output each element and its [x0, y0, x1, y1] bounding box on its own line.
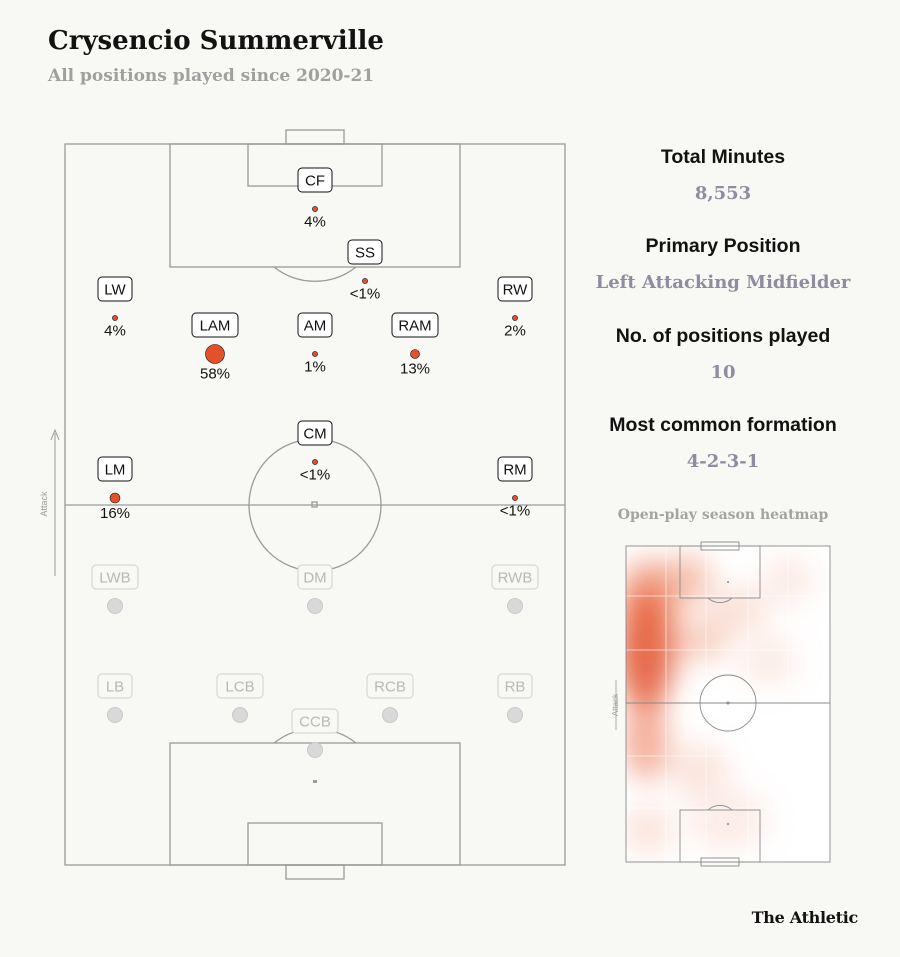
position-marker — [233, 708, 248, 723]
page-subtitle: All positions played since 2020-21 — [48, 66, 375, 86]
position-lam — [192, 313, 238, 383]
position-marker — [312, 351, 317, 356]
position-code: LM — [104, 461, 126, 479]
position-marker — [512, 495, 517, 500]
position-share: <1% — [499, 502, 531, 520]
heatmap-title: Open-play season heatmap — [617, 507, 829, 523]
position-lwb — [92, 565, 138, 614]
position-marker — [308, 599, 323, 614]
position-rm — [498, 457, 532, 520]
page-title: Crysencio Summerville — [48, 26, 384, 56]
position-code: AM — [303, 317, 327, 335]
position-marker — [312, 459, 317, 464]
position-dm — [298, 565, 332, 614]
positions-played-label: No. of positions played — [615, 325, 831, 347]
primary-position-value: Left Attacking Midfielder — [595, 272, 851, 293]
position-marker — [112, 315, 117, 320]
attack-arrow — [39, 430, 59, 576]
position-marker — [206, 345, 225, 364]
formation-stat — [583, 414, 863, 472]
position-code: SS — [354, 244, 376, 262]
positions-played-value: 10 — [710, 362, 736, 383]
position-ram — [392, 313, 438, 377]
position-share: <1% — [349, 285, 381, 303]
total-minutes-label: Total Minutes — [660, 146, 786, 168]
formation-value: 4-2-3-1 — [686, 451, 760, 472]
primary-position-label: Primary Position — [645, 235, 801, 257]
position-rb — [498, 674, 532, 723]
position-code: DM — [303, 569, 327, 587]
position-code: LWB — [99, 569, 131, 587]
position-marker — [512, 315, 517, 320]
position-code: RCB — [374, 678, 406, 696]
position-marker — [110, 493, 120, 503]
position-code: RM — [503, 461, 527, 479]
position-code: LCB — [225, 678, 255, 696]
primary-position-stat — [583, 235, 863, 293]
position-share: 1% — [304, 358, 326, 376]
position-code: RW — [502, 281, 528, 299]
position-code: CM — [303, 425, 327, 443]
position-share: 16% — [99, 504, 131, 522]
position-lb — [98, 674, 132, 723]
position-marker — [411, 350, 420, 359]
total-minutes-stat — [583, 146, 863, 204]
season-heatmap — [608, 540, 833, 870]
position-marker — [108, 708, 123, 723]
position-code: LAM — [199, 317, 231, 335]
position-marker — [362, 278, 367, 283]
position-marker — [308, 743, 323, 758]
position-code: RB — [504, 678, 526, 696]
position-code: CCB — [299, 713, 331, 731]
position-share: 58% — [199, 365, 231, 383]
position-lm — [98, 457, 132, 522]
position-lcb — [217, 674, 263, 723]
position-share: 4% — [304, 213, 326, 231]
position-code: CF — [305, 172, 325, 190]
total-minutes-value: 8,553 — [694, 183, 752, 204]
position-code: RWB — [497, 569, 533, 587]
position-marker — [508, 708, 523, 723]
position-cf — [298, 168, 332, 231]
position-share: 2% — [504, 322, 526, 340]
position-ss — [348, 240, 382, 303]
position-am — [298, 313, 332, 376]
position-share: 13% — [399, 360, 431, 378]
position-code: LW — [104, 281, 126, 299]
position-marker — [312, 206, 317, 211]
position-code: LB — [105, 678, 125, 696]
position-ccb — [292, 709, 338, 758]
position-rw — [498, 277, 532, 340]
brand-logo: The Athletic — [751, 908, 858, 927]
position-marker — [108, 599, 123, 614]
position-code: RAM — [398, 317, 432, 335]
position-rcb — [367, 674, 413, 723]
position-marker — [383, 708, 398, 723]
position-share: <1% — [299, 466, 331, 484]
position-cm — [298, 421, 332, 484]
position-lw — [98, 277, 132, 340]
position-rwb — [492, 565, 538, 614]
position-share: 4% — [104, 322, 126, 340]
formation-label: Most common formation — [609, 414, 837, 436]
positions-played-stat — [583, 325, 863, 383]
position-marker — [508, 599, 523, 614]
attack-label: Attack — [39, 491, 49, 517]
heatmap-attack-label: Attack — [611, 693, 620, 717]
